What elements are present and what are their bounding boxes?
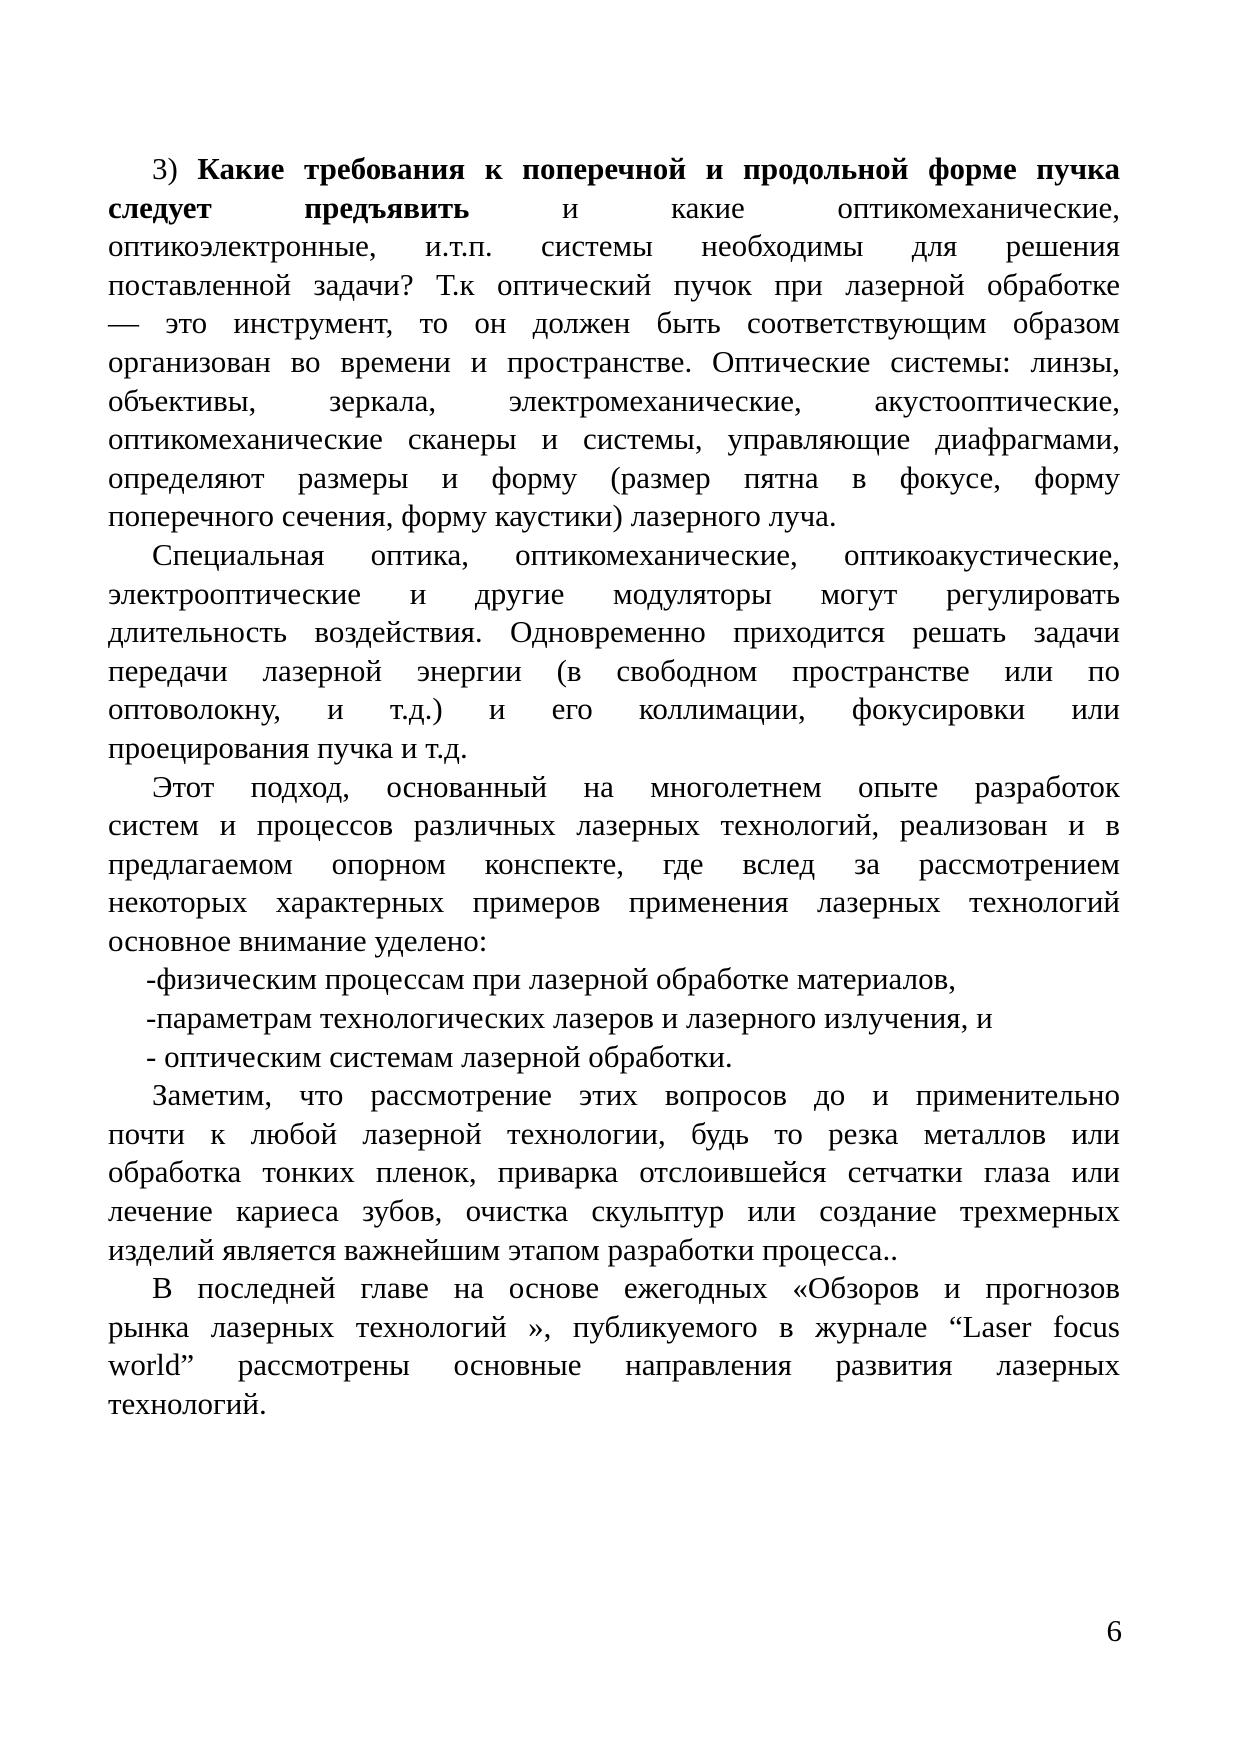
text-segment: основное внимание уделено: — [108, 922, 488, 958]
text-line — [108, 1076, 1120, 1115]
text-line — [108, 497, 1120, 536]
text-segment: систем и процессов различных лазерных технологий, реализован и в — [108, 807, 1120, 843]
question-3-paragraph — [108, 150, 1120, 536]
text-segment: проецирования пучка и т.д. — [108, 729, 468, 765]
text-line — [108, 150, 1120, 189]
text-line — [108, 1308, 1120, 1347]
text-line — [108, 845, 1120, 884]
special-optics-paragraph — [108, 536, 1120, 768]
text-line — [108, 652, 1120, 691]
text-line — [108, 1115, 1120, 1154]
text-line — [108, 729, 1120, 768]
text-line — [108, 536, 1120, 575]
text-segment: рынка лазерных технологий », публикуемого в журнале “Laser focus — [108, 1308, 1120, 1344]
text-line — [108, 690, 1120, 729]
text-line — [108, 922, 1120, 961]
approach-paragraph — [108, 768, 1120, 961]
text-segment: Заметим, что рассмотрение этих вопросов до и применительно — [152, 1077, 1120, 1113]
text-segment: и какие оптикомеханические, — [561, 189, 1120, 225]
bold-text-segment: Какие требования к поперечной и продольной форме пучка — [197, 151, 1120, 186]
page-number: 6 — [1106, 1613, 1122, 1648]
text-line — [108, 266, 1120, 305]
text-line — [108, 1346, 1120, 1385]
text-segment: некоторых характерных примеров применения лазерных технологий — [108, 884, 1120, 920]
text-line — [108, 1038, 1120, 1077]
text-line — [108, 1231, 1120, 1270]
text-segment: организован во времени и пространстве. Оптические системы: линзы, — [108, 343, 1120, 379]
list-item-physical-processes — [108, 960, 1120, 999]
text-line — [108, 613, 1120, 652]
text-line — [108, 960, 1120, 999]
text-segment: Этот подход, основанный на многолетнем опыте разработок — [152, 768, 1120, 804]
list-item-laser-parameters — [108, 999, 1120, 1038]
text-line — [108, 1153, 1120, 1192]
text-segment: оптоволокну, и т.д.) и его коллимации, фокусировки или — [108, 691, 1120, 727]
text-segment: -параметрам технологических лазеров и лазерного излучения, и — [146, 1000, 993, 1036]
text-segment: передачи лазерной энергии (в свободном пространстве или по — [108, 652, 1120, 688]
text-segment: Специальная оптика, оптикомеханические, оптикоакустические, — [152, 536, 1120, 572]
text-line — [108, 999, 1120, 1038]
text-line — [108, 1192, 1120, 1231]
text-line — [108, 304, 1120, 343]
text-line — [108, 227, 1120, 266]
text-segment: 3) — [152, 151, 198, 186]
list-item-optical-systems — [108, 1038, 1120, 1077]
bold-text-segment: следует предъявить — [108, 189, 562, 225]
text-segment: -физическим процессам при лазерной обработке материалов, — [146, 961, 956, 997]
text-line — [108, 575, 1120, 614]
text-segment: длительность воздействия. Одновременно приходится решать задачи — [108, 614, 1120, 650]
text-segment: world” рассмотрены основные направления развития лазерных — [108, 1347, 1120, 1383]
text-segment: — это инструмент, то он должен быть соответствующим образом — [108, 305, 1120, 341]
note-paragraph — [108, 1076, 1120, 1269]
text-segment: лечение кариеса зубов, очистка скульптур или создание трехмерных — [108, 1193, 1120, 1229]
text-line — [108, 382, 1120, 421]
text-segment: оптикоэлектронные, и.т.п. системы необходимы для решения — [108, 228, 1120, 264]
text-segment: поставленной задачи? Т.к оптический пучок при лазерной обработке — [108, 266, 1120, 302]
text-segment: оптикомеханические сканеры и системы, управляющие диафрагмами, — [108, 421, 1120, 457]
document-body — [108, 150, 1120, 1424]
last-chapter-paragraph — [108, 1269, 1120, 1423]
text-segment: электрооптические и другие модуляторы могут регулировать — [108, 575, 1120, 611]
text-line — [108, 420, 1120, 459]
text-line — [108, 343, 1120, 382]
text-segment: предлагаемом опорном конспекте, где вслед за рассмотрением — [108, 845, 1120, 881]
text-segment: объективы, зеркала, электромеханические, акустооптические, — [108, 382, 1120, 418]
text-line — [108, 1385, 1120, 1424]
text-line — [108, 1269, 1120, 1308]
text-line — [108, 459, 1120, 498]
text-segment: технологий. — [108, 1386, 267, 1421]
text-segment: В последней главе на основе ежегодных «Обзоров и прогнозов — [152, 1270, 1120, 1306]
text-line — [108, 806, 1120, 845]
text-segment: поперечного сечения, форму каустики) лазерного луча. — [108, 498, 837, 534]
text-segment: почти к любой лазерной технологии, будь то резка металлов или — [108, 1115, 1120, 1151]
text-segment: обработка тонких пленок, приварка отслоившейся сетчатки глаза или — [108, 1154, 1120, 1190]
text-line — [108, 883, 1120, 922]
text-segment: - оптическим системам лазерной обработки. — [146, 1038, 733, 1074]
text-line — [108, 768, 1120, 807]
text-line — [108, 189, 1120, 228]
text-segment: определяют размеры и форму (размер пятна в фокусе, форму — [108, 459, 1120, 495]
text-segment: изделий является важнейшим этапом разработки процесса.. — [108, 1231, 898, 1267]
